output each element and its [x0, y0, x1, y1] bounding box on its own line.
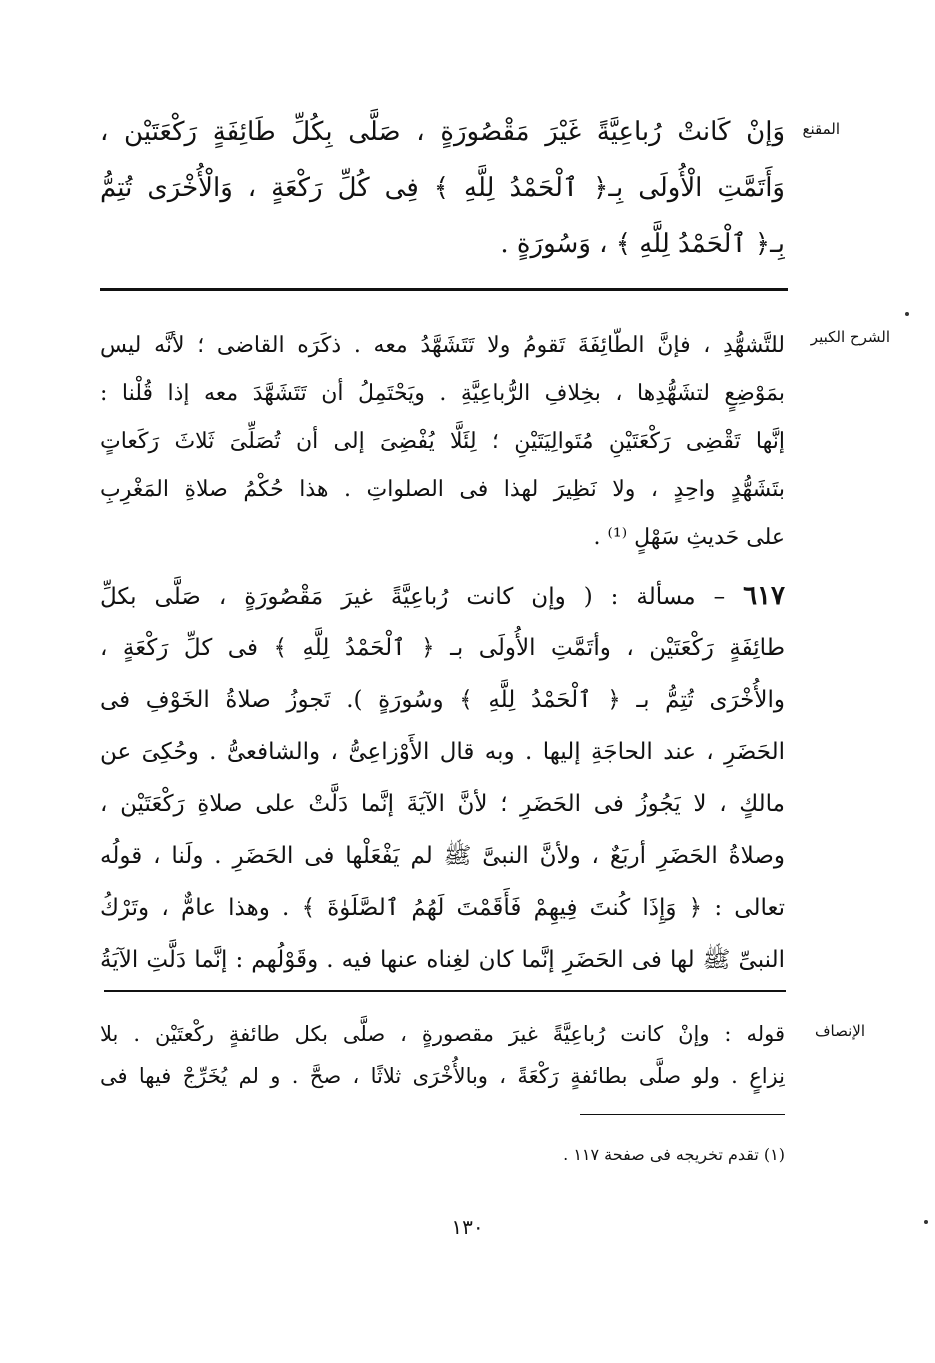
insaf-line: نِزاعٍ . ولو صلَّى بطائفةٍ رَكْعَةً ، وبالأُخْرَى ثلاثًا ، صحَّ . و لم يُخَرِّجْ فيها فى — [100, 1064, 785, 1088]
masala-line: والأُخْرَى تُتِمُّ بـ ﴿ ٱلْحَمْدُ لِلَّهِ ﴾ وسُورَةٍ ). تَجوزُ صلاةُ الخَوْفِ فى — [100, 687, 785, 713]
muqni-line: وَأَتَمَّتِ الْأُولَى بِـ﴿ ٱلْحَمْدُ لِلَّهِ ﴾ فِى كُلِّ رَكْعَةٍ ، وَالْأُخْرَى تُتِمُّ — [100, 173, 785, 203]
footnote: (١) تقدم تخريجه فى صفحة ١١٧ . — [563, 1145, 785, 1164]
sharh-line: إنَّها تَقْضِى رَكْعَتَيْنِ مُتَوالِيَتَيْنِ ؛ لِئَلَّا يُفْضِىَ إلى أن تُصَلِّىَ ثَلاثَ رَكَعاتٍ — [100, 429, 785, 454]
scan-speck — [905, 312, 909, 316]
masala-line: الحَضَرِ ، عند الحاجَةِ إليها . وبه قال الأَوْزاعِىُّ ، والشافعىُّ . وحُكِىَ عن — [100, 739, 785, 765]
insaf-label: الإنصاف — [814, 1022, 865, 1040]
masala-first-line — [100, 570, 785, 622]
section-divider — [100, 288, 788, 291]
masala-line: تعالى : ﴿ وَإِذَا كُنتَ فِيهِمْ فَأَقَمْتَ لَهُمُ ٱلصَّلَوٰةَ ﴾ . وهذا عامٌّ ، وتَرْكُ — [100, 895, 785, 921]
masala-first-line-text: – مسألة : ( وإن كانت رُباعِيَّةً غيرَ مَقْصُورَةٍ ، صَلَّى بكلِّ — [100, 584, 744, 610]
muqni-label: المقنع — [802, 120, 840, 138]
masala-number: ٦١٧ — [743, 581, 785, 611]
sharh-label: الشرح الكبير — [810, 328, 890, 346]
masala-line: مالكٍ ، لا يَجُوزُ فى الحَضَرِ ؛ لأنَّ الآيَةَ إنَّما دَلَّتْ على صلاةِ رَكْعَتَيْن ، — [100, 791, 785, 817]
muqni-text — [100, 104, 785, 272]
sharh-line: على حَديثِ سَهْلٍ ⁽¹⁾ . — [593, 525, 785, 550]
masala-text — [100, 570, 785, 986]
sharh-line: بمَوْضِعٍ لتشَهُّدِها ، بخِلافِ الرُّباعِيَّةِ . ويَحْتَمِلُ أن تَتَشَهَّدَ معه إذا قُلْنا : — [100, 381, 785, 406]
sharh-line: للتَّشهُّدِ ، فإنَّ الطّائِفَةَ تَقومُ ولا تَتَشَهَّدُ معه . ذكَرَه القاضى ؛ لأنَّه ليس — [100, 333, 785, 358]
insaf-divider — [104, 990, 786, 992]
masala-line: النبىِّ ﷺ لها فى الحَضَرِ إنَّما كان لغِناه عنها فيه . وقَوْلُهم : إنَّما دَلَّتِ الآيَةُ — [100, 947, 785, 973]
insaf-text — [100, 1013, 785, 1097]
footnote-divider — [580, 1114, 785, 1115]
scan-speck — [924, 1220, 928, 1224]
page-number: ١٣٠ — [451, 1215, 484, 1239]
sharh-text — [100, 322, 785, 562]
muqni-line: بِـ﴿ ٱلْحَمْدُ لِلَّهِ ﴾ ، وَسُورَةٍ . — [500, 229, 785, 259]
sharh-line: بتَشَهُّدٍ واحِدٍ ، ولا نَظِيرَ لهذا فى الصلواتِ . هذا حُكْمُ صلاةِ المَغْرِبِ — [100, 477, 785, 502]
insaf-line: قوله : وإنْ كانت رُباعِيَّةً غيرَ مقصورةٍ ، صلَّى بكل طائفةٍ ركْعتَيْن . بلا — [100, 1022, 785, 1046]
masala-line: وصلاةُ الحَضَرِ أربَعٌ ، ولأنَّ النبىَّ ﷺ لم يَفْعَلْها فى الحَضَرِ . ولَنا ، قولُه — [100, 843, 785, 869]
masala-line: طائِفَةٍ رَكْعَتَيْن ، وأتَمَّتِ الأُولَى بـ ﴿ ٱلْحَمْدُ لِلَّهِ ﴾ فى كلِّ رَكْعَةٍ ، — [100, 635, 785, 661]
muqni-line: وَإنْ كَانتْ رُباعِيَّةً غَيْرَ مَقْصُورَةٍ ، صَلَّى بِكُلِّ طَائِفَةٍ رَكْعَتَيْن ، — [100, 117, 785, 147]
